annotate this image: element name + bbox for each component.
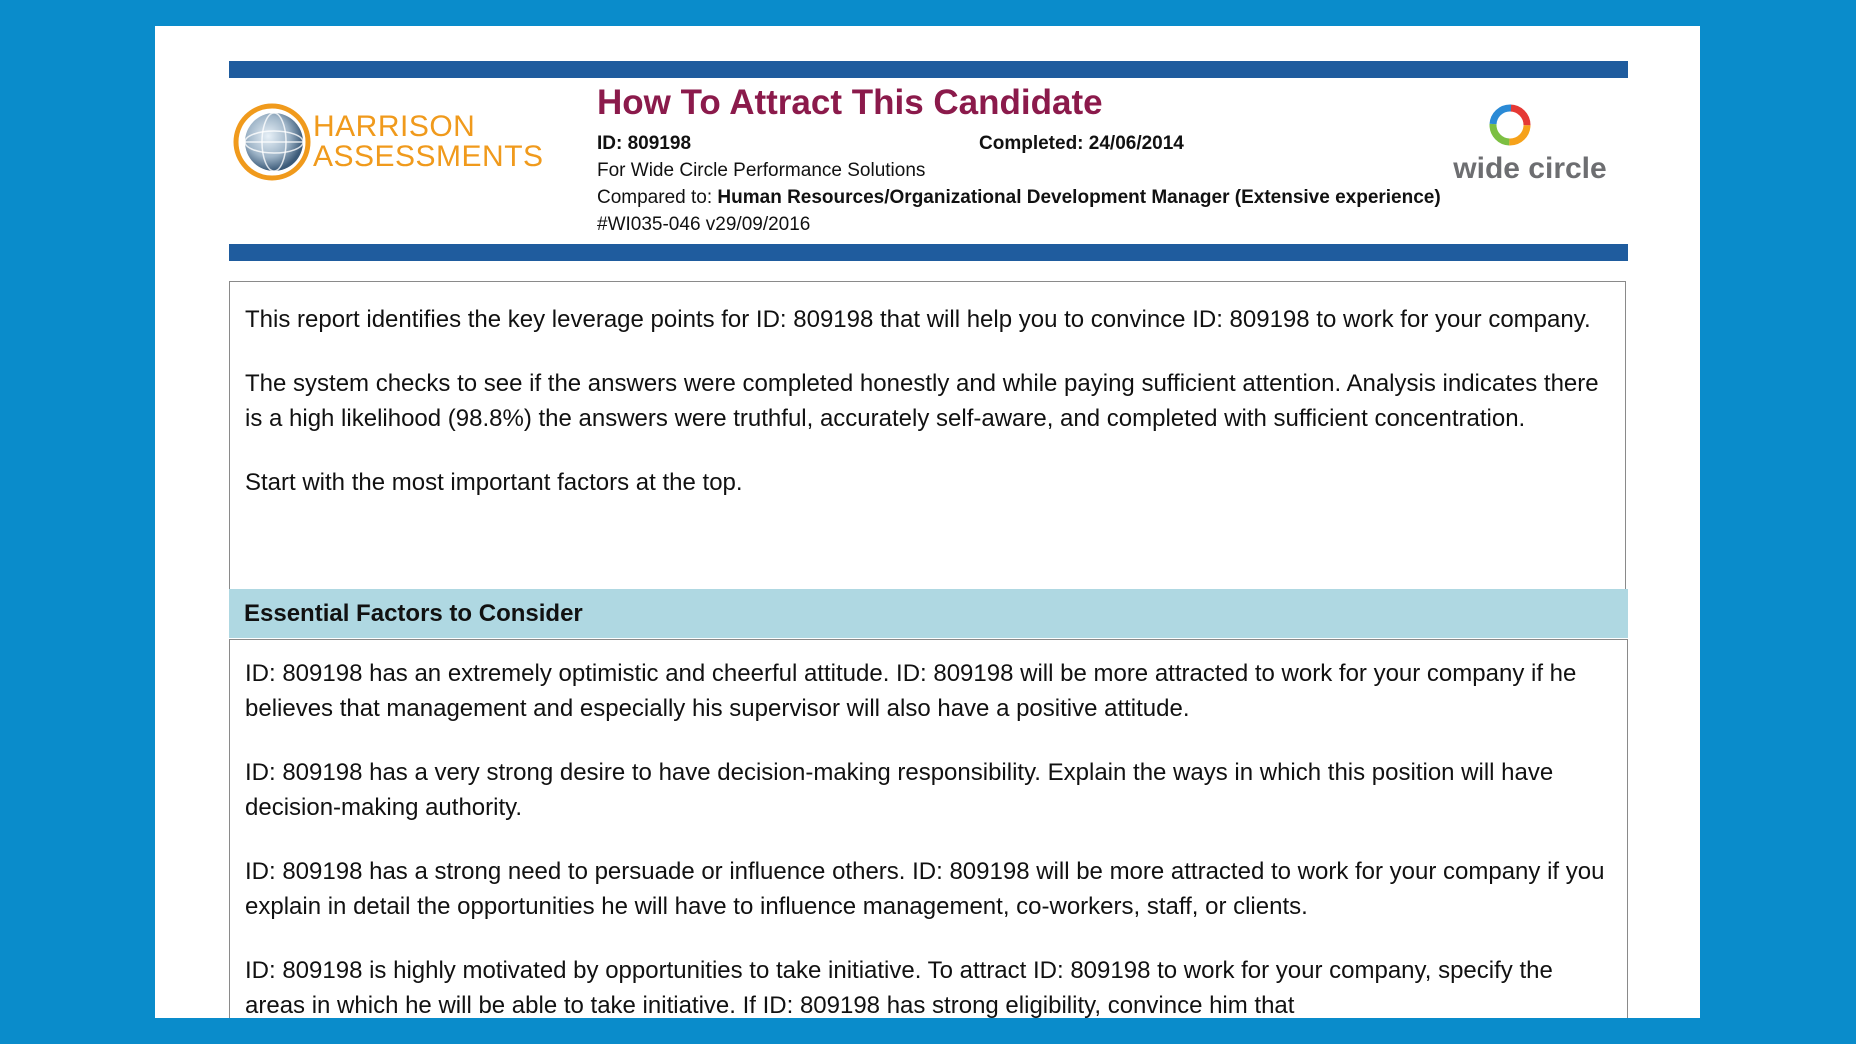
for-company: For Wide Circle Performance Solutions: [597, 160, 926, 181]
harrison-globe-icon: [233, 102, 313, 182]
wide-circle-ring-icon: [1487, 102, 1533, 148]
compared-code: #WI035-046 v29/09/2016: [597, 214, 811, 235]
harrison-assessments-logo: [233, 102, 553, 186]
essential-factors-heading: Essential Factors to Consider: [229, 589, 1628, 638]
factor-item: ID: 809198 has an extremely optimistic and cheerful attitude. ID: 809198 will be more attracted to work for your company if he believes that management and especially his supervisor will also have a positive attitude.: [245, 660, 1577, 722]
wide-circle-text: wide circle: [1453, 152, 1607, 185]
completed-date: Completed: 24/06/2014: [979, 133, 1184, 154]
factor-item: ID: 809198 has a very strong desire to have decision-making responsibility. Explain the ways in which this position will have decision-making authority.: [245, 759, 1554, 821]
report-title: How To Attract This Candidate: [597, 83, 1103, 122]
report-page: [155, 26, 1700, 1018]
factor-item: ID: 809198 is highly motivated by opportunities to take initiative. To attract ID: 809198 to work for your company, specify the areas in which he will be able to take initiative. If ID: 809198 has strong eligibility, convince him that: [245, 957, 1553, 1018]
compared-role: Human Resources/Organizational Development Manager (Extensive experience): [717, 187, 1441, 208]
id-row: [597, 130, 1467, 157]
intro-paragraph: The system checks to see if the answers were completed honestly and while paying sufficient attention. Analysis indicates there is a high likelihood (98.8%) the answers were truthful, accurately self-aware, and completed with sufficient concentration.: [245, 370, 1599, 432]
intro-paragraph: This report identifies the key leverage points for ID: 809198 that will help you to convince ID: 809198 to work for your company.: [245, 306, 1591, 333]
harrison-logo-text: HARRISON ASSESSMENTS: [313, 110, 544, 173]
compared-to: [597, 184, 1467, 238]
intro-paragraph: Start with the most important factors at the top.: [245, 469, 743, 496]
essential-factors-box: [229, 639, 1628, 1018]
compared-prefix: Compared to:: [597, 187, 718, 208]
header-bottom-bar: [229, 244, 1628, 261]
intro-box: [229, 281, 1626, 601]
wide-circle-logo: [1435, 102, 1635, 212]
header-top-bar: [229, 61, 1628, 78]
factor-item: ID: 809198 has a strong need to persuade or influence others. ID: 809198 will be more attracted to work for your company if you explain in detail the opportunities he will have to influence management, co-workers, staff, or clients.: [245, 858, 1605, 920]
report-header: [597, 82, 1467, 238]
candidate-id: ID: 809198: [597, 133, 692, 154]
